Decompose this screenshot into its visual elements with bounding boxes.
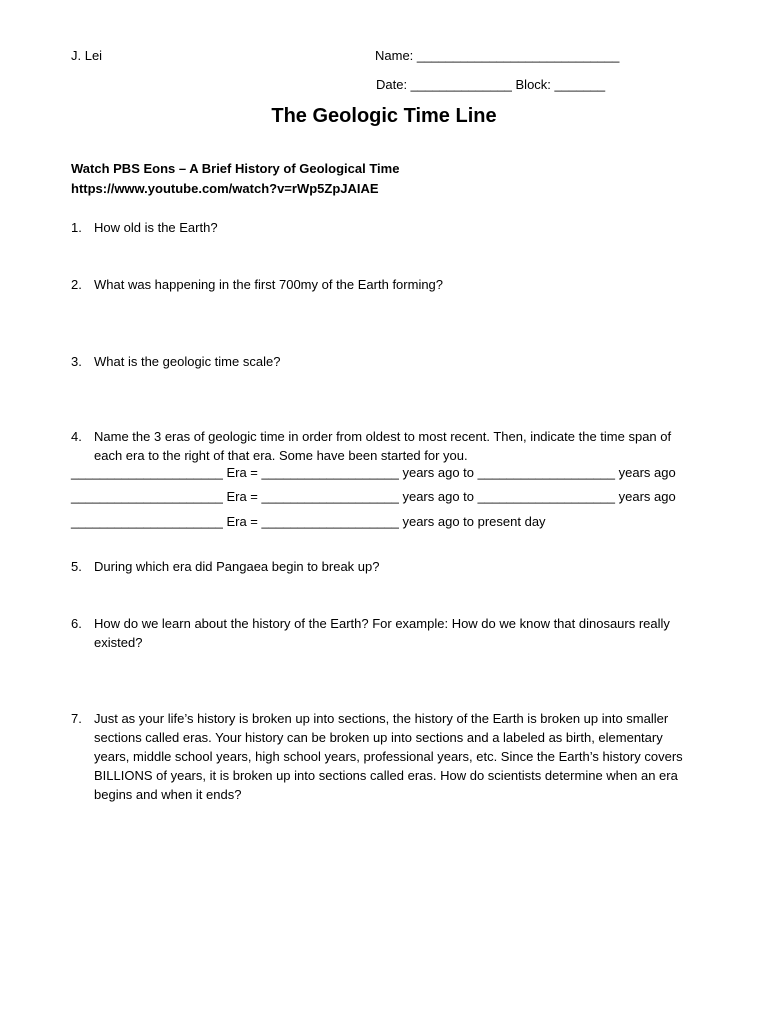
question-7 — [71, 709, 701, 804]
question-3 — [71, 352, 701, 371]
question-text: What is the geologic time scale? — [94, 354, 281, 369]
question-text: How do we learn about the history of the Earth? For example: How do we know that dinosaurs really existed? — [94, 616, 670, 650]
question-number: 5. — [71, 559, 82, 574]
question-4 — [71, 427, 701, 465]
page-title: The Geologic Time Line — [271, 105, 497, 127]
student-name-field: Name: ____________________________ — [375, 48, 620, 63]
question-1 — [71, 218, 701, 237]
question-number: 6. — [71, 616, 82, 631]
era-row-2: _____________________ Era = ___________________ years ago to ___________________ years ago — [71, 489, 676, 504]
date-block-field: Date: ______________ Block: _______ — [376, 77, 606, 92]
question-number: 3. — [71, 354, 82, 369]
question-text: What was happening in the first 700my of the Earth forming? — [94, 277, 444, 292]
question-number: 1. — [71, 220, 82, 235]
video-url: https://www.youtube.com/watch?v=rWp5ZpJAIAE — [71, 181, 379, 196]
question-2 — [71, 275, 701, 294]
video-title: Watch PBS Eons – A Brief History of Geological Time — [71, 161, 400, 176]
era-row-3: _____________________ Era = ___________________ years ago to present day — [71, 514, 546, 529]
question-number: 7. — [71, 711, 82, 726]
question-5 — [71, 557, 701, 576]
question-6 — [71, 614, 701, 652]
question-text: How old is the Earth? — [94, 220, 218, 235]
question-number: 2. — [71, 277, 82, 292]
author-name: J. Lei — [71, 48, 103, 63]
question-text: Name the 3 eras of geologic time in order from oldest to most recent. Then, indicate the time span of each era to the right of that era. Some have been started for you. — [94, 429, 672, 463]
era-row-1: _____________________ Era = ___________________ years ago to ___________________ years ago — [71, 465, 676, 480]
question-number: 4. — [71, 429, 82, 444]
question-text: During which era did Pangaea begin to break up? — [94, 559, 380, 574]
question-text: Just as your life’s history is broken up into sections, the history of the Earth is broken up into smaller sections called eras. Your history can be broken up into sections and a labeled as birth, elementary years, middle school years, high school years, professional years, etc. Since the Earth’s history covers BILLIONS of years, it is broken up into sections called eras. How do scientists determine when an era begins and when it ends? — [94, 711, 683, 802]
